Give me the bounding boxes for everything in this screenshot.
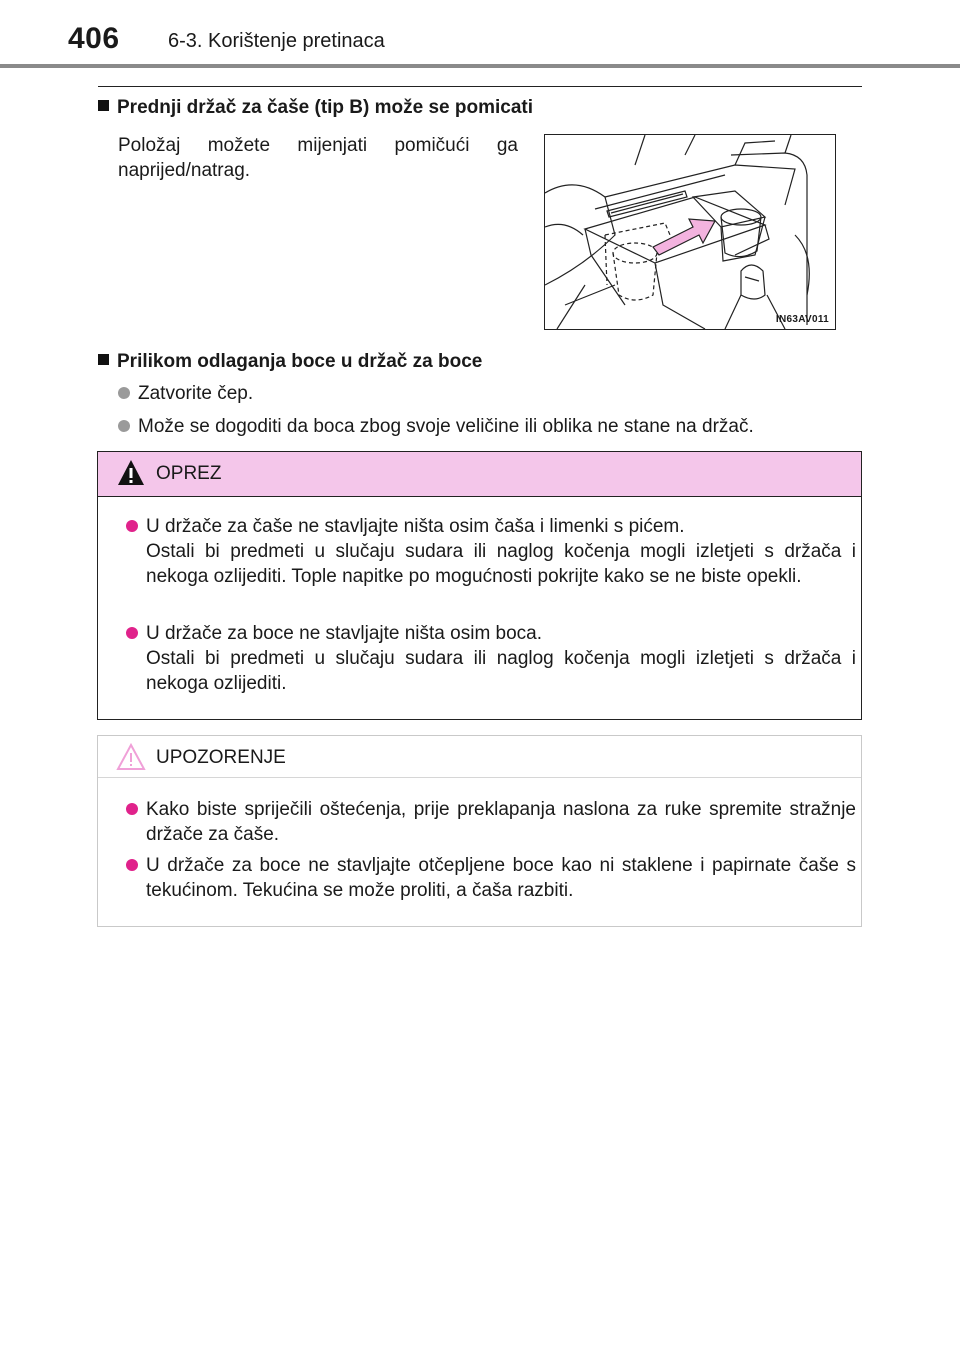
caution-header — [98, 452, 861, 497]
warning-label: UPOZORENJE — [156, 747, 286, 768]
warning-header — [98, 736, 861, 778]
section-body-text: Položaj možete mijenjati pomičući ga naprijed/natrag. — [118, 135, 518, 181]
warning-box — [97, 735, 862, 927]
caution-label: OPREZ — [156, 463, 222, 484]
page-number: 406 — [68, 22, 120, 55]
header-rule — [0, 64, 960, 68]
warning-triangle-icon — [116, 458, 146, 488]
list-item-text: Ostali bi predmeti u slučaju sudara ili naglog kočenja mogli izletjeti s držača i nekoga ozlijediti. Tople napitke po mogućnosti pokrijte kako se ne biste opekli. — [146, 541, 856, 587]
square-bullet-icon — [98, 354, 109, 365]
square-bullet-icon — [98, 100, 109, 111]
list-item: Kako biste spriječili oštećenja, prije preklapanja naslona za ruke spremite stražnje držače za čaše. — [124, 797, 856, 847]
console-drawing — [545, 135, 835, 329]
section-heading-bottle-holder — [98, 351, 482, 373]
list-item: U držače za boce ne stavljajte otčepljene boce kao ni staklene i papirnate čaše s tekućinom. Tekućina se može proliti, a čaša razbiti. — [124, 853, 856, 903]
list-item-title: U držače za čaše ne stavljajte ništa osim čaša i limenki s pićem. — [146, 516, 685, 537]
list-item — [124, 621, 856, 696]
list-item: Zatvorite čep. — [116, 381, 878, 406]
section-heading-cup-holder — [98, 97, 533, 119]
direction-arrow-icon — [653, 219, 715, 255]
chapter-title: 6-3. Korištenje pretinaca — [168, 30, 385, 52]
list-item — [124, 514, 856, 589]
notice-triangle-icon — [116, 742, 146, 772]
caution-box — [97, 451, 862, 720]
cup-holder-illustration — [544, 134, 836, 330]
section-heading-text: Prilikom odlaganja boce u držač za boce — [117, 351, 483, 372]
list-item: Može se dogoditi da boca zbog svoje veličine ili oblika ne stane na držač. — [116, 414, 878, 439]
section-heading-text: Prednji držač za čaše (tip B) može se pomicati — [117, 97, 534, 118]
list-item-text: Ostali bi predmeti u slučaju sudara ili naglog kočenja mogli izletjeti s držača i nekoga ozlijediti. — [146, 648, 856, 694]
list-item-title: U držače za boce ne stavljajte ništa osim boca. — [146, 623, 543, 644]
figure-code: IN63AV011 — [775, 314, 829, 325]
section-rule — [98, 86, 862, 87]
